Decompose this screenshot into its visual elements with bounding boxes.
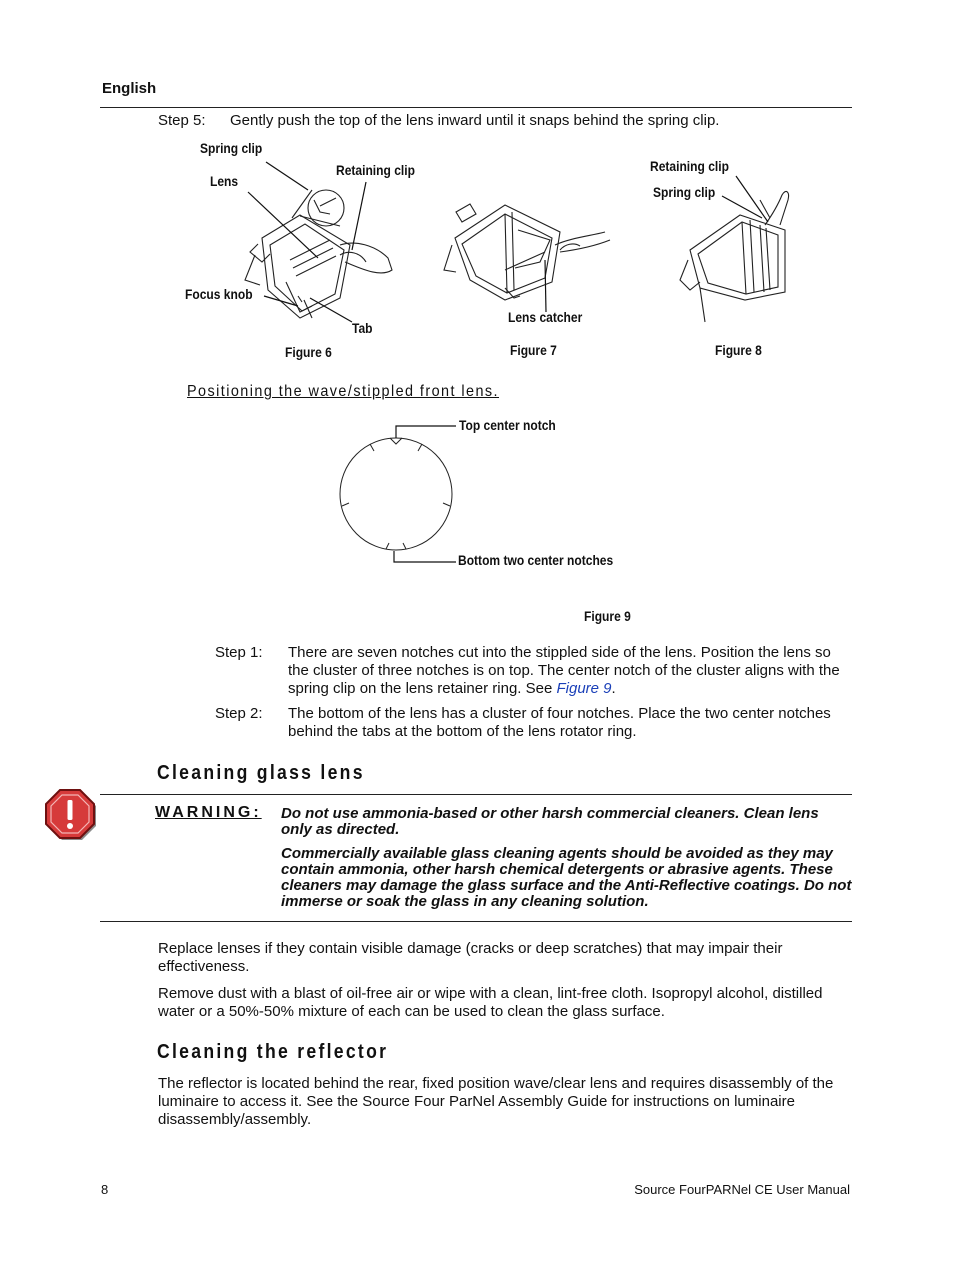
- cleaning-glass-heading: Cleaning glass lens: [157, 762, 365, 784]
- fig6-label-retaining-clip: Retaining clip: [336, 162, 415, 178]
- page-number: 8: [101, 1182, 109, 1197]
- step2-text: The bottom of the lens has a cluster of four notches. Place the two center notches behind the tabs at the bottom of the lens rotator ring.: [288, 705, 831, 740]
- fig6-label-focus-knob: Focus knob: [185, 286, 253, 302]
- fig8-label-spring-clip: Spring clip: [653, 184, 716, 200]
- figure7-fixture-illustration: [444, 204, 610, 300]
- cleaning-para-2: Remove dust with a blast of oil-free air or wipe with a clean, lint-free cloth. Isopropyl alcohol, distilled water or a 50%-50% mixture of each can be used to clean the glass surface.: [158, 985, 823, 1020]
- language-header: English: [102, 80, 157, 97]
- positioning-heading: Positioning the wave/stippled front lens.: [187, 383, 499, 400]
- step5-text: Gently push the top of the lens inward until it snaps behind the spring clip.: [230, 112, 720, 129]
- cleaning-para-1: Replace lenses if they contain visible damage (cracks or deep scratches) that may impair their effectiveness.: [158, 940, 783, 975]
- fig6-label-tab: Tab: [352, 320, 373, 336]
- figure6-caption: Figure 6: [285, 344, 332, 360]
- reflector-para: The reflector is located behind the rear, fixed position wave/clear lens and requires disassembly of the luminaire to access it. See the Source Four ParNel Assembly Guide for instructions on luminaire disassembly/assembly.: [158, 1075, 834, 1128]
- fig9-label-top-notch: Top center notch: [459, 417, 556, 433]
- figure8-caption: Figure 8: [715, 342, 762, 358]
- fig8-label-retaining-clip: Retaining clip: [650, 158, 729, 174]
- fig6-label-spring-clip: Spring clip: [200, 140, 263, 156]
- step5-label: Step 5:: [158, 112, 206, 129]
- step1-text: [288, 644, 850, 698]
- fig6-label-lens: Lens: [210, 173, 239, 189]
- warning-text-2: Commercially available glass cleaning agents should be avoided as they may contain ammonia, other harsh chemical detergents or abrasive agents. These cleaners may damage the glass surface and the Anti-Reflective coatings. Do not immerse or soak the glass in any cleaning solution.: [281, 845, 852, 910]
- warning-text-1: Do not use ammonia-based or other harsh commercial cleaners. Clean lens only as directed.: [281, 805, 819, 838]
- step1-label: Step 1:: [215, 644, 263, 661]
- fig7-label-lens-catcher: Lens catcher: [508, 309, 583, 325]
- warning-label: WARNING:: [155, 804, 262, 821]
- figure9-caption: Figure 9: [584, 608, 631, 624]
- warning-stop-icon: [46, 790, 96, 840]
- step2-label: Step 2:: [215, 705, 263, 722]
- figure7-caption: Figure 7: [510, 342, 557, 358]
- warning-top-rule: [100, 794, 852, 795]
- manual-title: Source FourPARNel CE User Manual: [634, 1182, 850, 1197]
- fig9-label-bottom-notches: Bottom two center notches: [458, 552, 614, 568]
- warning-bottom-rule: [100, 921, 852, 922]
- figure9-link[interactable]: Figure 9: [556, 680, 612, 697]
- step1-text-after: .: [611, 680, 616, 697]
- cleaning-reflector-heading: Cleaning the reflector: [157, 1041, 389, 1063]
- step1-text-before: There are seven notches cut into the stippled side of the lens. Position the lens so the cluster of three notches is on top. The center notch of the cluster aligns with the spring clip on the lens retainer ring. See: [288, 644, 840, 697]
- figure8-fixture-illustration: [680, 191, 789, 322]
- figure9-lens-diagram: [340, 426, 456, 562]
